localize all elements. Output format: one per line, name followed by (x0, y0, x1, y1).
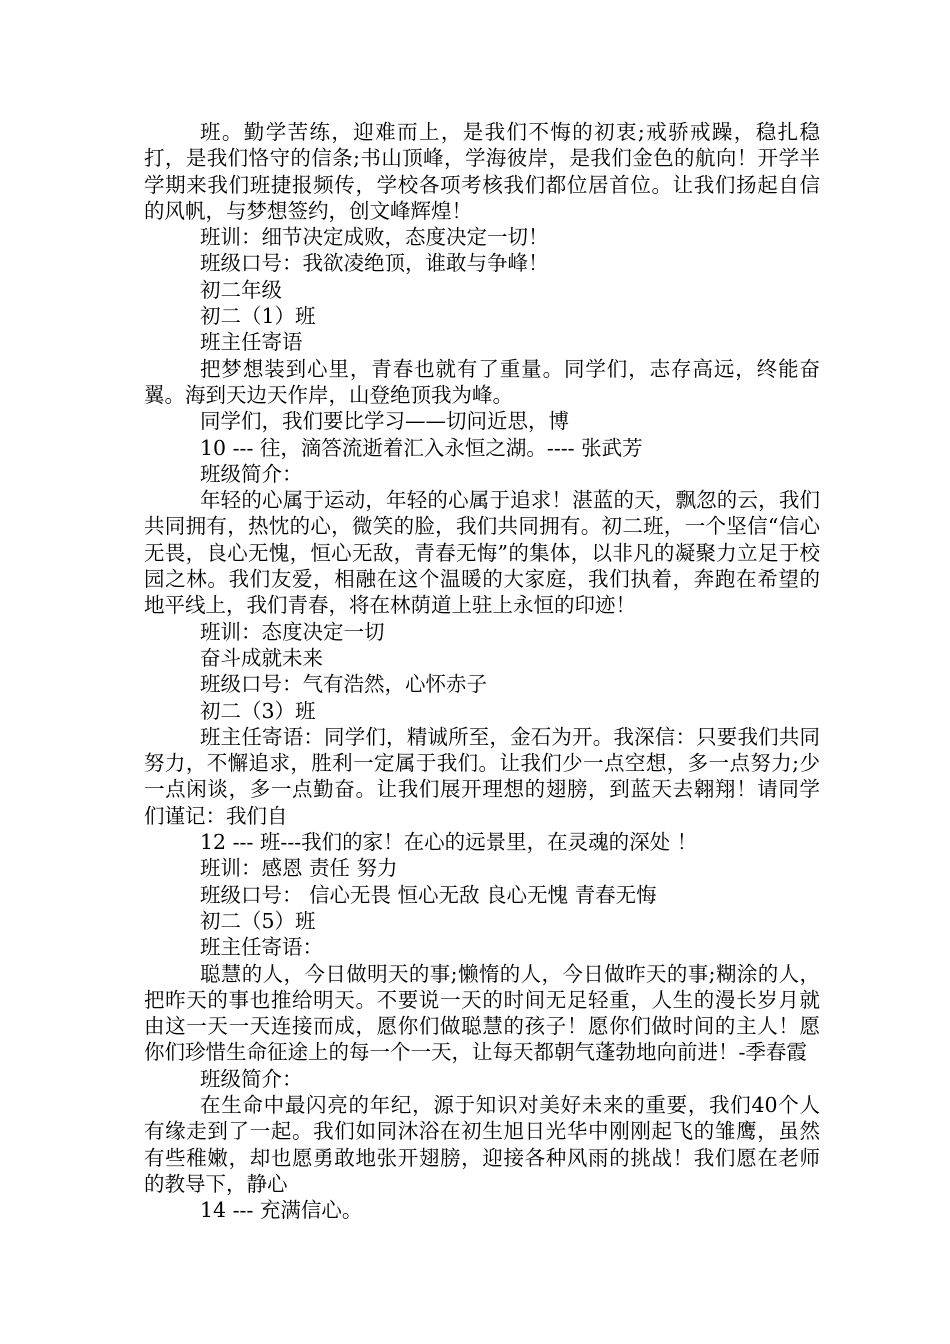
heading-class-profile: 班级简介： (200, 1066, 303, 1091)
paragraph-teacher-message: 班主任寄语：同学们，精诚所至，金石为开。我深信：只要我们共同努力，不懈追求，胜利一定属于我们。让我们少一点空想，多一点努力;少一点闲谈，多一点勤奋。让我们展开理想的翅膀，到蓝天去翱翔！请同学们谨记：我们自 (144, 724, 820, 828)
paragraph-teacher-message: 把梦想装到心里，青春也就有了重量。同学们，志存高远，终能奋翼。海到天边天作岸，山登绝顶我为峰。 (144, 356, 820, 407)
paragraph-class-motto: 班训：细节决定成败，态度决定一切！ (200, 225, 549, 250)
paragraph-class-profile: 年轻的心属于运动，年轻的心属于追求！湛蓝的天，飘忽的云，我们共同拥有，热忱的心，微笑的脸，我们共同拥有。初二班，一个坚信“信心无畏，良心无愧，恒心无敌，青春无悔”的集体，以非凡的凝聚力立足于校园之林。我们友爱，相融在这个温暖的大家庭，我们执着，奔跑在希望的地平线上，我们青春，将在林荫道上驻上永恒的印迹！ (144, 488, 820, 618)
document-body (144, 119, 820, 1223)
paragraph-class-slogan: 班级口号：我欲凌绝顶，谁敢与争峰！ (200, 251, 549, 276)
paragraph-class-profile: 在生命中最闪亮的年纪，源于知识对美好未来的重要，我们40个人有缘走到了一起。我们如同沐浴在初生旭日光华中刚刚起飞的雏鹰，虽然有些稚嫩，却也愿勇敢地张开翅膀，迎接各种风雨的挑战！我们愿在老师的教导下，静心 (144, 1092, 820, 1196)
paragraph-class-motto: 班训：态度决定一切 (200, 619, 385, 644)
heading-class-profile: 班级简介： (200, 461, 303, 486)
paragraph-motto-continued: 奋斗成就未来 (200, 645, 323, 670)
paragraph-page-14: 14 --- 充满信心。 (200, 1198, 363, 1223)
paragraph-class-motto: 班训：感恩 责任 努力 (200, 856, 398, 881)
paragraph-class-intro: 班。勤学苦练，迎难而上，是我们不悔的初衷;戒骄戒躁，稳扎稳打，是我们恪守的信条;书山顶峰，学海彼岸，是我们金色的航向！开学半学期来我们班捷报频传，学校各项考核我们都位居首位。让我们扬起自信的风帆，与梦想签约，创文峰辉煌！ (144, 120, 820, 223)
heading-teacher-message: 班主任寄语： (200, 935, 323, 960)
paragraph-page-12: 12 --- 班---我们的家！在心的远景里，在灵魂的深处 ！ (200, 830, 698, 855)
heading-class-5: 初二（5）班 (200, 908, 316, 933)
paragraph-teacher-message: 聪慧的人，今日做明天的事;懒惰的人，今日做昨天的事;糊涂的人，把昨天的事也推给明天。不要说一天的时间无足轻重，人生的漫长岁月就由这一天一天连接而成，愿你们做聪慧的孩子！愿你们做时间的主人！愿你们珍惜生命征途上的每一个一天，让每天都朝气蓬勃地向前进！-季春霞 (144, 961, 820, 1065)
paragraph-study-line: 同学们，我们要比学习——切问近思，博 (200, 409, 569, 434)
heading-class-1: 初二（1）班 (200, 304, 316, 329)
paragraph-class-slogan: 班级口号： 信心无畏 恒心无敌 良心无愧 青春无悔 (200, 882, 657, 907)
heading-class-3: 初二（3）班 (200, 698, 316, 723)
heading-teacher-message: 班主任寄语 (200, 330, 303, 355)
paragraph-page-10: 10 --- 往，滴答流逝着汇入永恒之湖。---- 张武芳 (200, 435, 643, 460)
heading-grade-two: 初二年级 (200, 277, 282, 302)
paragraph-class-slogan: 班级口号：气有浩然，心怀赤子 (200, 672, 487, 697)
